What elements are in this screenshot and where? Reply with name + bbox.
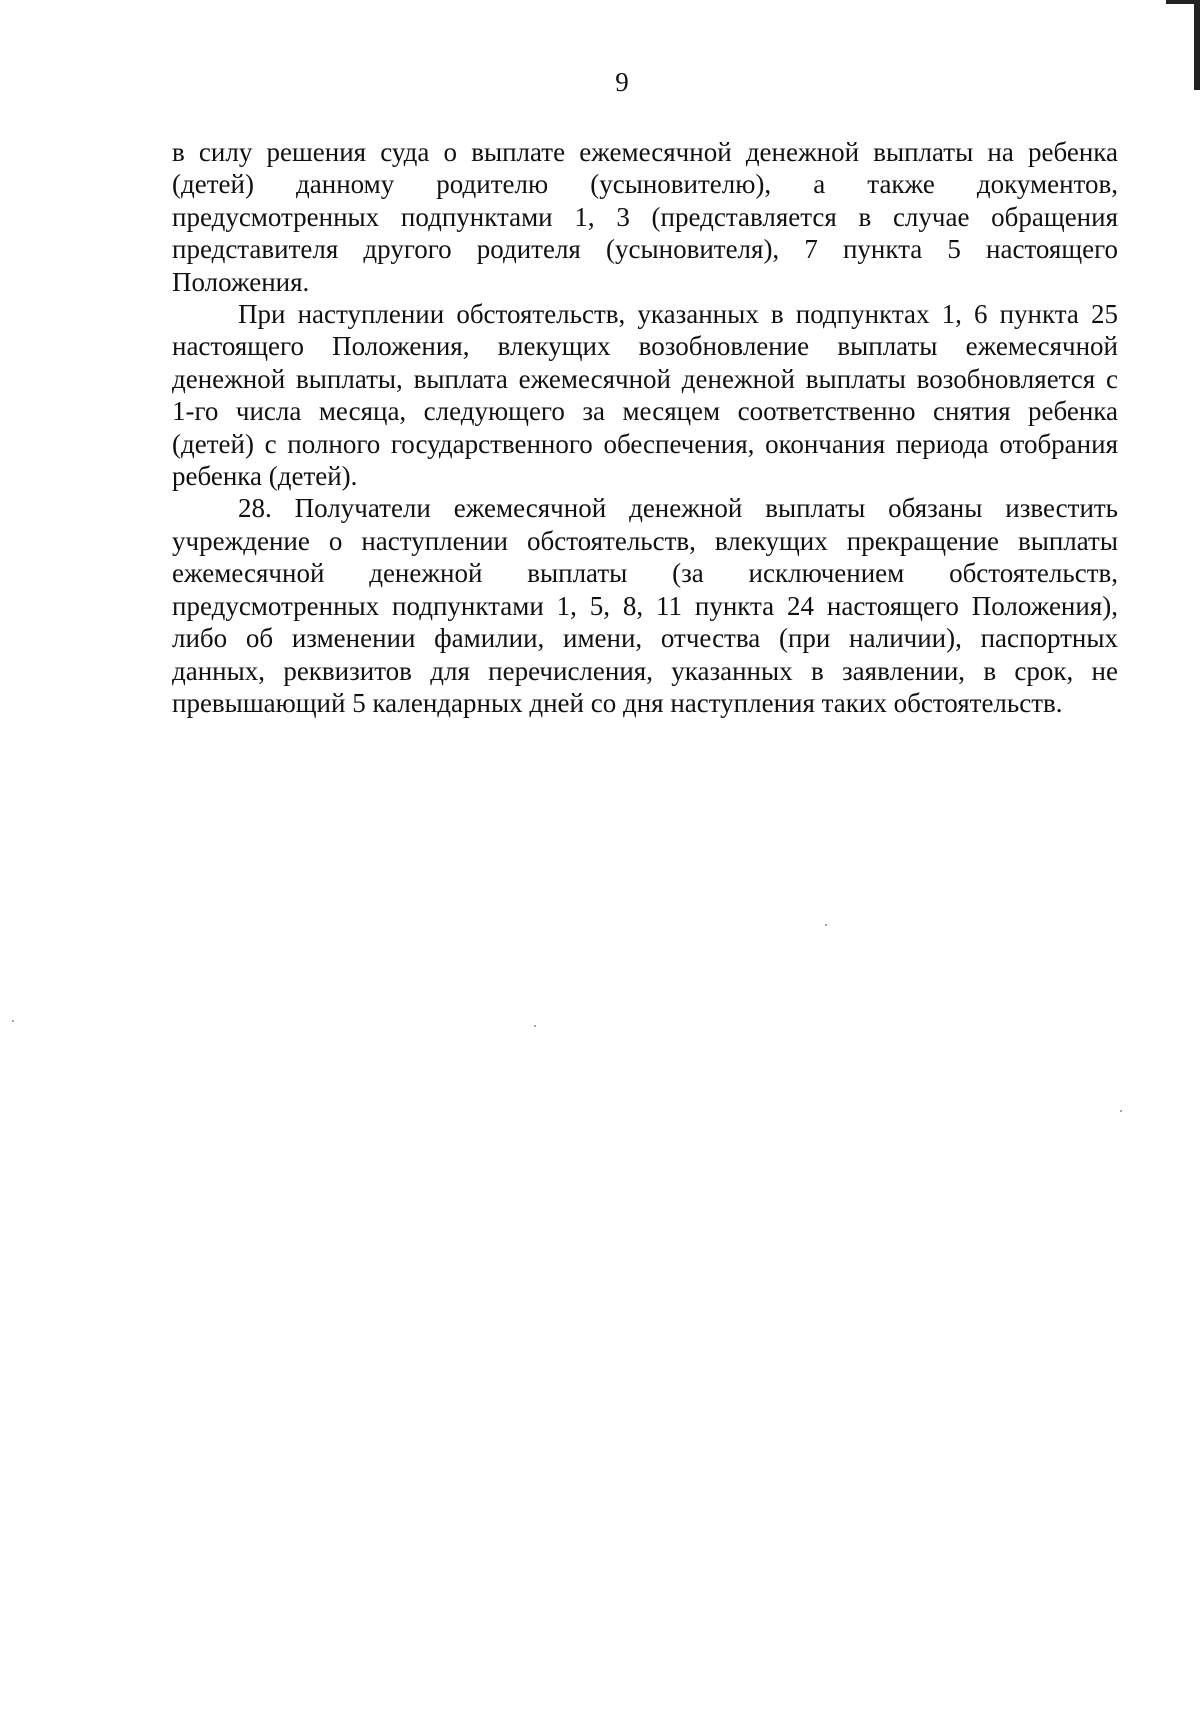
paragraph-continuation: в силу решения суда о выплате ежемесячной денежной выплаты на ребенка (детей) данному родителю (усыновителю), а также документов, предусмотренных подпунктами 1, 3 (представляется в случае обращения представителя другого родителя (усыновителя), 7 пункта 5 настоящего Положения.	[172, 137, 1118, 297]
page-number: 9	[615, 67, 629, 97]
scan-speck	[534, 1025, 536, 1027]
scan-speck	[12, 1020, 14, 1022]
paragraph-28: 28. Получатели ежемесячной денежной выплаты обязаны известить учреждение о наступлении обстоятельств, влекущих прекращение выплаты ежемесячной денежной выплаты (за исключением обстоятельств, предусмотренных подпунктами 1, 5, 8, 11 пункта 24 настоящего Положения), либо об изменении фамилии, имени, отчества (при наличии), паспортных данных, реквизитов для перечисления, указанных в заявлении, в срок, не превышающий 5 календарных дней со дня наступления таких обстоятельств.	[172, 493, 1118, 718]
scan-speck	[825, 924, 827, 926]
paragraph-resumption: При наступлении обстоятельств, указанных в подпунктах 1, 6 пункта 25 настоящего Положения, влекущих возобновление выплаты ежемесячной денежной выплаты, выплата ежемесячной денежной выплаты возобновляется с 1-го числа месяца, следующего за месяцем соответственно снятия ребенка (детей) с полного государственного обеспечения, окончания периода отобрания ребенка (детей).	[172, 299, 1118, 492]
scan-speck	[1120, 1110, 1122, 1112]
document-body	[172, 136, 1118, 719]
